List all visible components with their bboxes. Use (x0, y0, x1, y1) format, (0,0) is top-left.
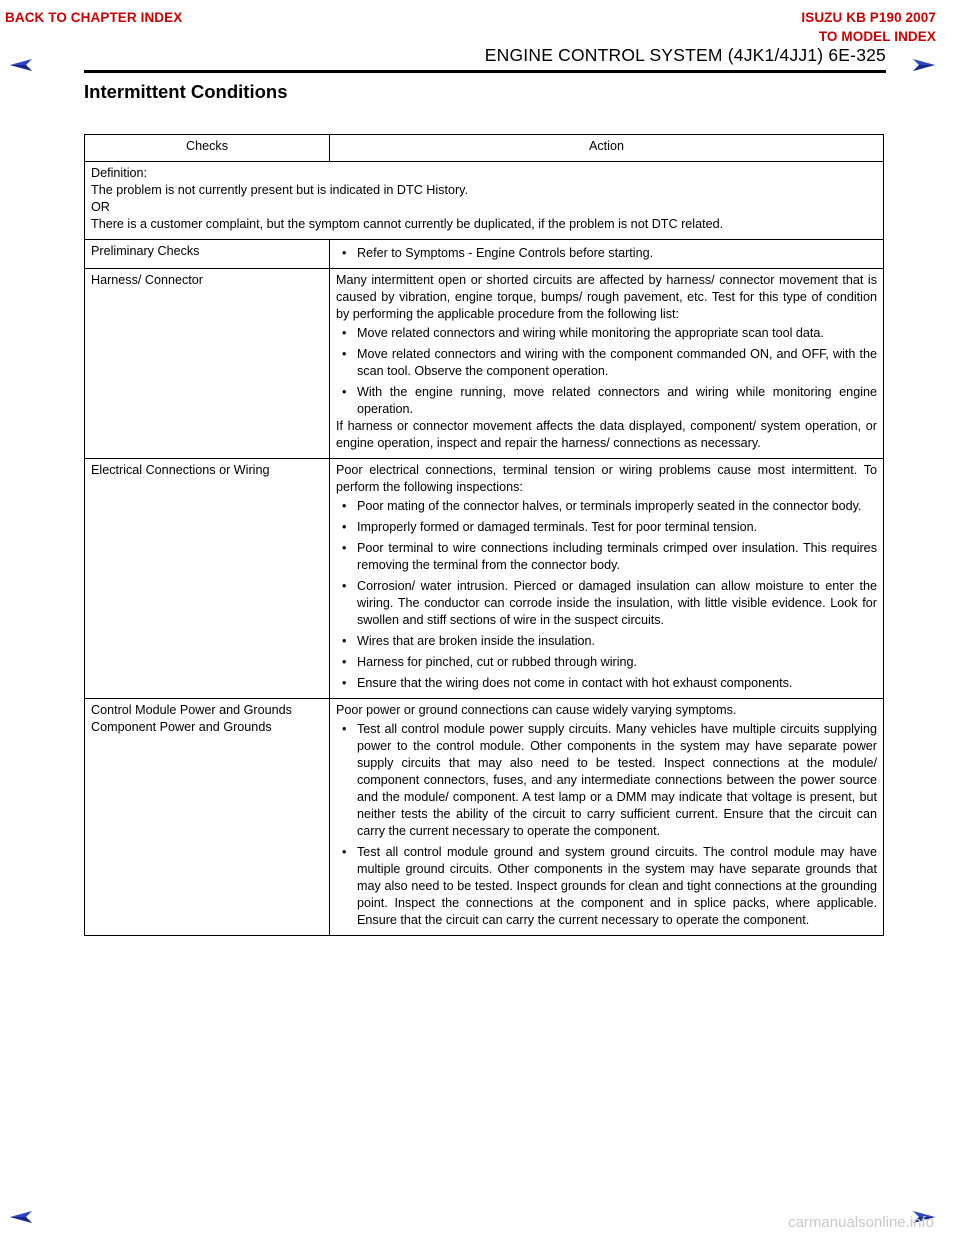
list-item: • Move related connectors and wiring with the component commanded ON, and OFF, with the scan tool. Observe the component operation. (336, 346, 877, 380)
table-row (85, 699, 884, 936)
intermittent-conditions-table (84, 134, 884, 936)
list-item: • Harness for pinched, cut or rubbed through wiring. (336, 654, 877, 671)
action-outro: If harness or connector movement affects the data displayed, component/ system operation, or engine operation, inspect and repair the harness/ connections as necessary. (336, 419, 877, 450)
list-item: • Improperly formed or damaged terminals. Test for poor terminal tension. (336, 519, 877, 536)
header-divider (84, 70, 886, 73)
arrow-right-icon[interactable] (912, 58, 936, 72)
definition-text: There is a customer complaint, but the symptom cannot currently be duplicated, if the problem is not DTC related. (91, 217, 724, 231)
list-item: • Ensure that the wiring does not come in contact with hot exhaust components. (336, 675, 877, 692)
table-row (85, 240, 884, 269)
action-intro: Poor electrical connections, terminal tension or wiring problems cause most intermittent. To perform the following inspections: (336, 463, 877, 494)
action-intro: Many intermittent open or shorted circuits are affected by harness/ connector movement that is caused by vibration, engine torque, bumps/ rough pavement, etc. Test for this type of condition by performing the applicable procedure from the following list: (336, 273, 877, 321)
check-line: Component Power and Grounds (91, 720, 272, 734)
list-item: • Move related connectors and wiring while monitoring the appropriate scan tool data. (336, 325, 877, 342)
arrow-left-icon[interactable] (9, 58, 33, 72)
check-cell (85, 699, 330, 936)
table-header-row (85, 135, 884, 162)
list-item: • Poor mating of the connector halves, or terminals improperly seated in the connector body. (336, 498, 877, 515)
list-item: • Test all control module power supply circuits. Many vehicles have multiple circuits supplying power to the control module. Other components in the system may have separate power supply circuits that may also need to be tested. Inspect connections at the module/ component connectors, fuses, and any intermediate connections between the power source and the module/ component. A test lamp or a DMM may indicate that voltage is present, but neither tests the ability of the circuit to carry sufficient current. Ensure that the circuit can carry the current necessary to operate the component. (336, 721, 877, 840)
watermark: carmanualsonline.info (788, 1214, 934, 1231)
page-header-title: ENGINE CONTROL SYSTEM (4JK1/4JJ1) 6E-325 (484, 45, 886, 65)
check-cell: Preliminary Checks (85, 240, 330, 269)
definition-or: OR (91, 200, 110, 214)
definition-label: Definition: (91, 166, 148, 180)
action-intro: Poor power or ground connections can cause widely varying symptoms. (336, 703, 737, 717)
bullet-list (336, 498, 877, 692)
check-cell: Harness/ Connector (85, 269, 330, 459)
list-item: • Refer to Symptoms - Engine Controls before starting. (336, 245, 877, 262)
check-line: Control Module Power and Grounds (91, 703, 292, 717)
list-item: • Wires that are broken inside the insulation. (336, 633, 877, 650)
action-cell (330, 240, 884, 269)
definition-text: The problem is not currently present but is indicated in DTC History. (91, 183, 469, 197)
list-item: • Poor terminal to wire connections including terminals crimped over insulation. This requires removing the terminal from the connector body. (336, 540, 877, 574)
definition-cell (85, 162, 884, 240)
check-cell: Electrical Connections or Wiring (85, 459, 330, 699)
action-cell (330, 699, 884, 936)
action-cell (330, 269, 884, 459)
list-item: • With the engine running, move related connectors and wiring while monitoring engine operation. (336, 384, 877, 418)
section-title: Intermittent Conditions (84, 81, 288, 102)
list-item: • Test all control module ground and system ground circuits. The control module may have multiple ground circuits. Other components in the system may have separate grounds that may also need to be tested. Inspect grounds for clean and tight connections at the grounding point. Inspect the connections at the component and in splice packs, where applicable. Ensure that the circuit can carry the current necessary to operate the component. (336, 844, 877, 929)
bullet-list (336, 245, 877, 262)
definition-row (85, 162, 884, 240)
table-row (85, 459, 884, 699)
model-title-link[interactable]: ISUZU KB P190 2007 (801, 10, 936, 25)
list-item: • Corrosion/ water intrusion. Pierced or damaged insulation can allow moisture to enter the wiring. The conductor can corrode inside the insulation, with little visible evidence. Look for swollen and stiff sections of wire in the suspect circuits. (336, 578, 877, 629)
column-header-checks: Checks (85, 135, 330, 162)
table-row (85, 269, 884, 459)
back-to-chapter-index-link[interactable]: BACK TO CHAPTER INDEX (5, 10, 183, 25)
bullet-list (336, 721, 877, 929)
to-model-index-link[interactable]: TO MODEL INDEX (818, 29, 936, 44)
arrow-left-icon[interactable] (9, 1210, 33, 1224)
action-cell (330, 459, 884, 699)
bullet-list (336, 325, 877, 418)
column-header-action: Action (330, 135, 884, 162)
